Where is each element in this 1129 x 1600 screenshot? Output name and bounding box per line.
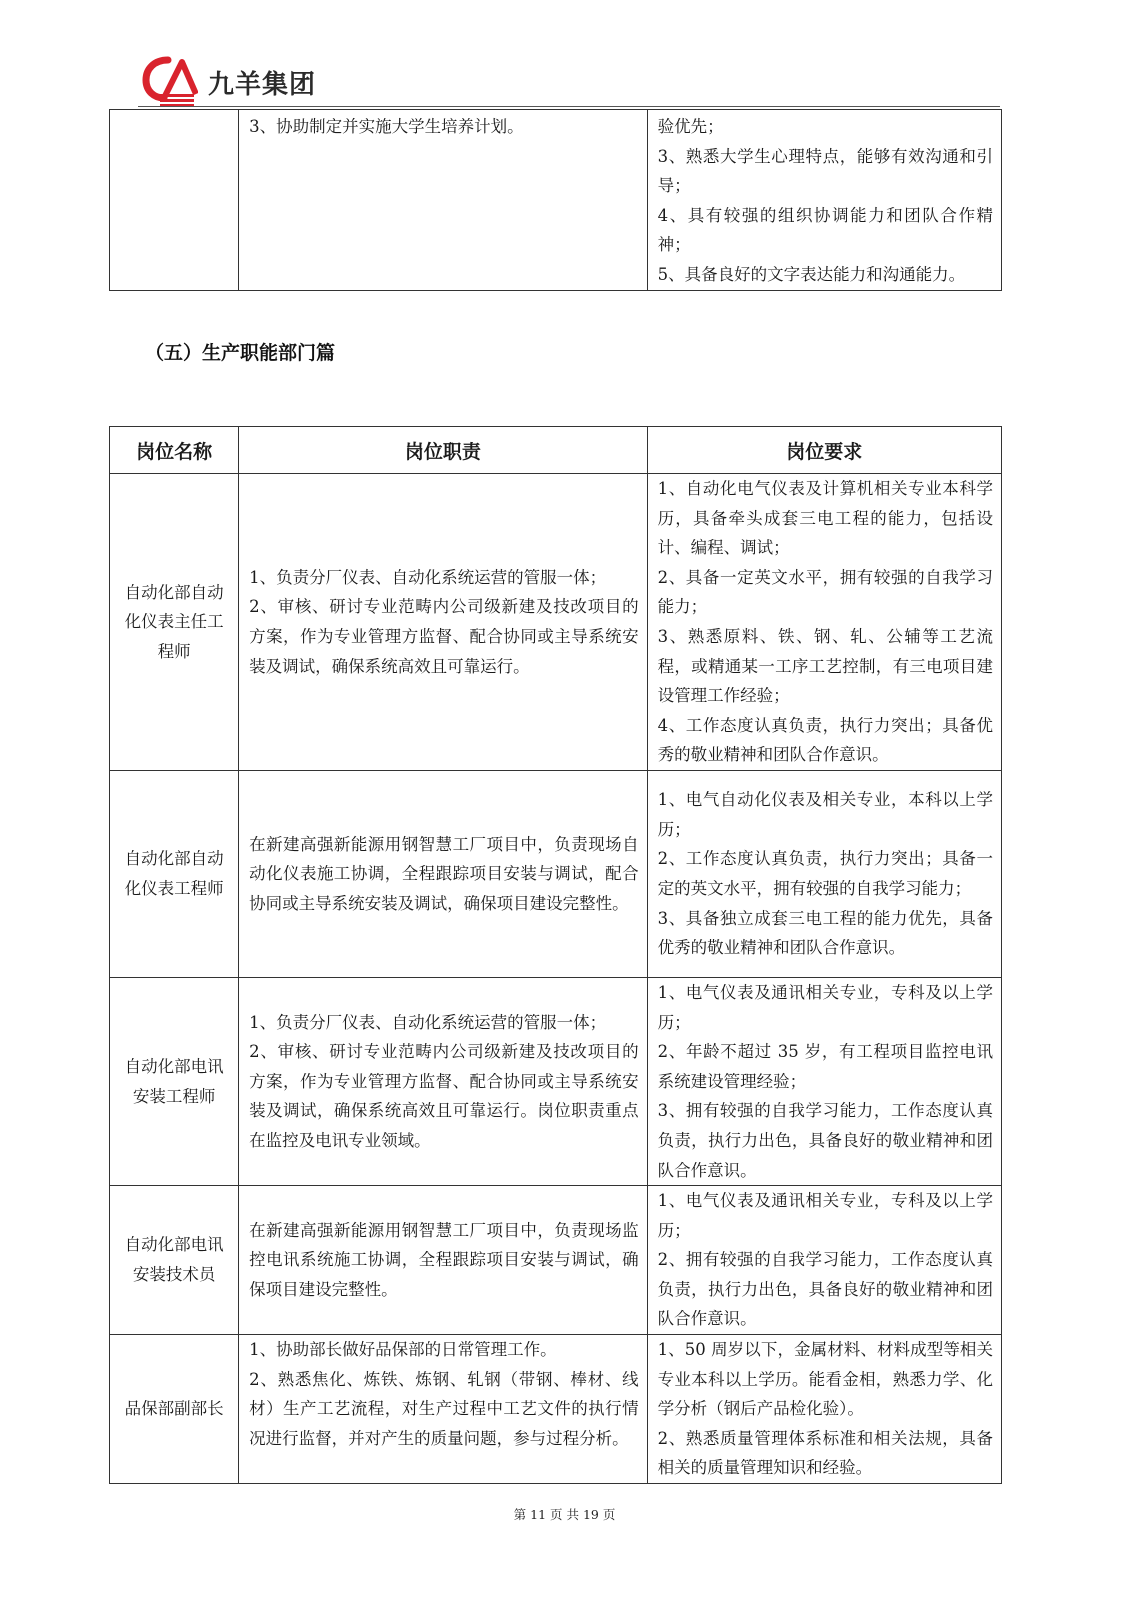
- requirement-cell: [647, 770, 1001, 977]
- duty-cell: [239, 1186, 647, 1335]
- requirement-line: 2、工作态度认真负责，执行力突出；具备一定的英文水平，拥有较强的自我学习能力；: [657, 849, 993, 898]
- position-name: 自动化部电讯安装工程师: [110, 977, 239, 1185]
- duty-line: 在新建高强新能源用钢智慧工厂项目中，负责现场监控电讯系统施工协调，全程跟踪项目安装与调试，确保项目建设完整性。: [249, 1220, 639, 1299]
- header-divider: [138, 106, 1000, 107]
- page-number: 第 11 页 共 19 页: [513, 1507, 616, 1522]
- table-header-row: [110, 427, 1002, 474]
- duty-line: 2、熟悉焦化、炼铁、炼钢、轧钢（带钢、棒材、线材）生产工艺流程，对生产过程中工艺文件的执行情况进行监督，并对产生的质量问题，参与过程分析。: [249, 1369, 639, 1448]
- table-row: [110, 977, 1002, 1185]
- job-table: [109, 426, 1002, 1484]
- continued-table: [109, 109, 1002, 291]
- table-row: [110, 110, 1002, 291]
- duty-line: 在新建高强新能源用钢智慧工厂项目中，负责现场自动化仪表施工协调，全程跟踪项目安装与调试，配合协同或主导系统安装及调试，确保项目建设完整性。: [249, 834, 639, 913]
- requirement-line: 4、具有较强的组织协调能力和团队合作精神；: [657, 205, 993, 255]
- duty-cell: [239, 977, 647, 1185]
- position-cell: [110, 110, 239, 291]
- requirement-line: 4、工作态度认真负责，执行力突出；具备优秀的敬业精神和团队合作意识。: [657, 715, 993, 765]
- requirement-line: 1、50 周岁以下，金属材料、材料成型等相关专业本科以上学历。能看金相，熟悉力学、化学分析（钢后产品检化验）。: [657, 1340, 993, 1419]
- requirement-line: 验优先；: [657, 117, 724, 136]
- requirement-line: 2、拥有较强的自我学习能力，工作态度认真负责，执行力出色，具备良好的敬业精神和团队合作意识。: [657, 1250, 993, 1329]
- position-name: 品保部副部长: [110, 1335, 239, 1484]
- duty-line: 1、协助部长做好品保部的日常管理工作。: [249, 1340, 557, 1360]
- header-position: 岗位名称: [110, 427, 239, 474]
- requirement-cell: [647, 1186, 1001, 1335]
- header-requirements: 岗位要求: [647, 427, 1001, 474]
- requirement-line: 1、电气仪表及通讯相关专业，专科及以上学历；: [657, 982, 993, 1032]
- section-title: （五）生产职能部门篇: [145, 342, 336, 364]
- table-row: [110, 1186, 1002, 1335]
- duty-line: 2、审核、研讨专业范畴内公司级新建及技改项目的方案，作为专业管理方监督、配合协同或主导系统安装及调试，确保系统高效且可靠运行。: [249, 597, 639, 676]
- requirement-line: 3、具备独立成套三电工程的能力优先，具备优秀的敬业精神和团队合作意识。: [657, 908, 993, 958]
- duty-cell: [239, 1335, 647, 1484]
- header-duties: 岗位职责: [239, 427, 647, 474]
- duty-line: 1、负责分厂仪表、自动化系统运营的管服一体；: [249, 567, 607, 587]
- duty-line: 1、负责分厂仪表、自动化系统运营的管服一体；: [249, 1012, 607, 1032]
- requirement-line: 1、电气自动化仪表及相关专业，本科以上学历；: [657, 790, 993, 839]
- position-name: 自动化部电讯安装技术员: [110, 1186, 239, 1335]
- requirement-line: 3、熟悉原料、铁、钢、轧、公辅等工艺流程，或精通某一工序工艺控制，有三电项目建设管理工作经验；: [657, 626, 993, 706]
- table-row: [110, 474, 1002, 771]
- requirement-line: 3、拥有较强的自我学习能力，工作态度认真负责，执行力出色，具备良好的敬业精神和团队合作意识。: [657, 1101, 993, 1180]
- table-row: [110, 1335, 1002, 1484]
- table-row: [110, 770, 1002, 977]
- requirement-line: 1、电气仪表及通讯相关专业，专科及以上学历；: [657, 1191, 993, 1240]
- duty-line: 3、协助制定并实施大学生培养计划。: [249, 117, 524, 136]
- duty-cell: [239, 770, 647, 977]
- requirement-line: 3、熟悉大学生心理特点，能够有效沟通和引导；: [657, 146, 993, 196]
- position-name: 自动化部自动化仪表工程师: [110, 770, 239, 977]
- page-header: [138, 50, 1000, 108]
- requirement-line: 2、年龄不超过 35 岁，有工程项目监控电讯系统建设管理经验；: [657, 1042, 993, 1091]
- requirement-line: 2、具备一定英文水平，拥有较强的自我学习能力；: [657, 567, 993, 617]
- requirement-cell: [647, 474, 1001, 771]
- company-logo-icon: [142, 54, 198, 106]
- requirement-line: 1、自动化电气仪表及计算机相关专业本科学历，具备牵头成套三电工程的能力，包括设计、编程、调试；: [657, 479, 993, 558]
- requirement-cell: [647, 110, 1001, 291]
- position-name: 自动化部自动化仪表主任工程师: [110, 474, 239, 771]
- requirement-line: 2、熟悉质量管理体系标准和相关法规，具备相关的质量管理知识和经验。: [657, 1428, 993, 1478]
- duty-line: 2、审核、研讨专业范畴内公司级新建及技改项目的方案，作为专业管理方监督、配合协同或主导系统安装及调试，确保系统高效且可靠运行。岗位职责重点在监控及电讯专业领域。: [249, 1042, 639, 1150]
- brand-name: 九羊集团: [208, 70, 317, 100]
- requirement-cell: [647, 1335, 1001, 1484]
- duty-cell: [239, 110, 647, 291]
- requirement-cell: [647, 977, 1001, 1185]
- duty-cell: [239, 474, 647, 771]
- requirement-line: 5、具备良好的文字表达能力和沟通能力。: [657, 264, 966, 284]
